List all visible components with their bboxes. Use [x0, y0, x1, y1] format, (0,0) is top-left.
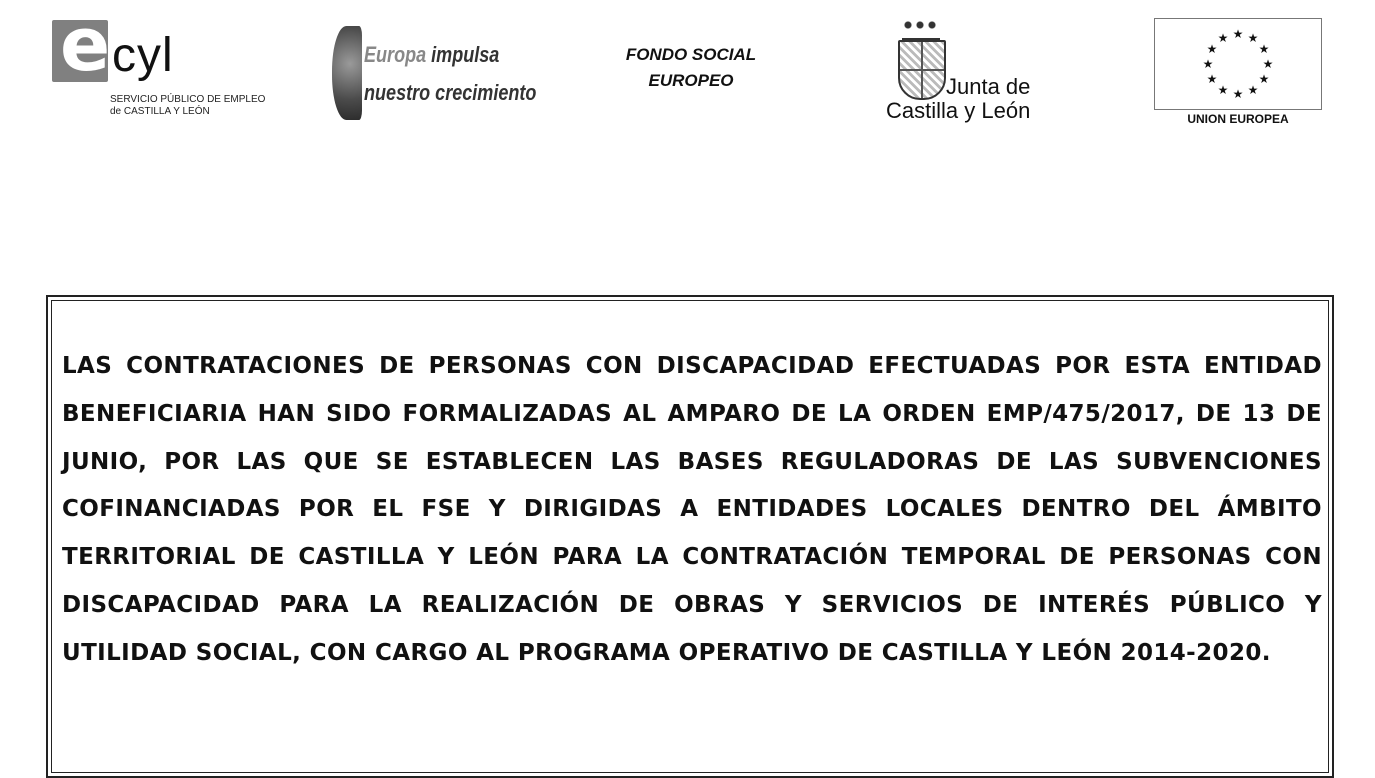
eu-stars-flag-icon [1154, 18, 1322, 110]
union-europea-logo [1154, 18, 1322, 128]
fse-line1: FONDO SOCIAL [625, 45, 757, 64]
ecyl-logo [50, 2, 266, 123]
europa-impulsa-logo [330, 24, 537, 120]
eu-star-icon: ★ [1206, 72, 1218, 86]
ecyl-subtitle [110, 94, 265, 118]
eu-star-icon: ★ [1247, 31, 1259, 46]
eu-star-icon: ★ [1262, 57, 1274, 71]
union-europea-label: UNION EUROPEA [1187, 112, 1289, 126]
eu-star-icon: ★ [1258, 42, 1270, 56]
notice-text: LAS CONTRATACIONES DE PERSONAS CON DISCAPACIDAD EFECTUADAS POR ESTA ENTIDAD BENEFICIARIA HAN SIDO FORMALIZADAS AL AMPARO DE LA ORDEN EMP/475/2017, DE 13 DE JUNIO, POR LAS QUE SE ESTABLECEN LAS BASES REGULADORAS DE LAS SUBVENCIONES COFINANCIADAS POR EL FSE Y DIRIGIDAS A ENTIDADES LOCALES DENTRO DEL ÁMBITO TERRITORIAL DE CASTILLA Y LEÓN PARA LA CONTRATACIÓN TEMPORAL DE PERSONAS CON DISCAPACIDAD PARA LA REALIZACIÓN DE OBRAS Y SERVICIOS DE INTERÉS PÚBLICO Y UTILIDAD SOCIAL, CON CARGO AL PROGRAMA OPERATIVO DE CASTILLA Y LEÓN 2014-2020. [62, 353, 1322, 666]
ecyl-subtitle-line1: SERVICIO PÚBLICO DE EMPLEO [110, 94, 266, 105]
junta-line2: Castilla y León [886, 98, 1031, 123]
notice-box [46, 295, 1334, 778]
ecyl-e-letter: e [60, 2, 111, 88]
eu-star-icon: ★ [1232, 27, 1244, 41]
fondo-social-europeo-label [600, 42, 782, 94]
coat-of-arms-icon [898, 40, 946, 100]
junta-castilla-leon-logo [884, 18, 1054, 126]
europa-impulsa-line1 [364, 42, 499, 68]
eu-star-icon: ★ [1258, 72, 1270, 86]
eu-star-icon: ★ [1217, 82, 1229, 97]
junta-line1: Junta de [946, 74, 1031, 99]
eu-star-icon: ★ [1247, 82, 1259, 97]
crown-icon [902, 20, 940, 41]
eu-star-icon: ★ [1232, 87, 1244, 101]
ecyl-wordmark: cyl [112, 29, 174, 82]
ecyl-subtitle-line2: de CASTILLA Y LEÓN [110, 106, 210, 117]
fse-line2: EUROPEO [648, 71, 734, 90]
ecyl-e-block [52, 2, 111, 88]
eu-star-icon: ★ [1217, 31, 1229, 46]
europa-impulsa-line2: nuestro crecimiento [364, 80, 537, 105]
globe-icon [332, 26, 362, 120]
europa-word: Europa [364, 42, 427, 67]
eu-star-icon: ★ [1206, 42, 1218, 56]
impulsa-word: impulsa [426, 42, 500, 67]
eu-star-icon: ★ [1202, 57, 1214, 71]
